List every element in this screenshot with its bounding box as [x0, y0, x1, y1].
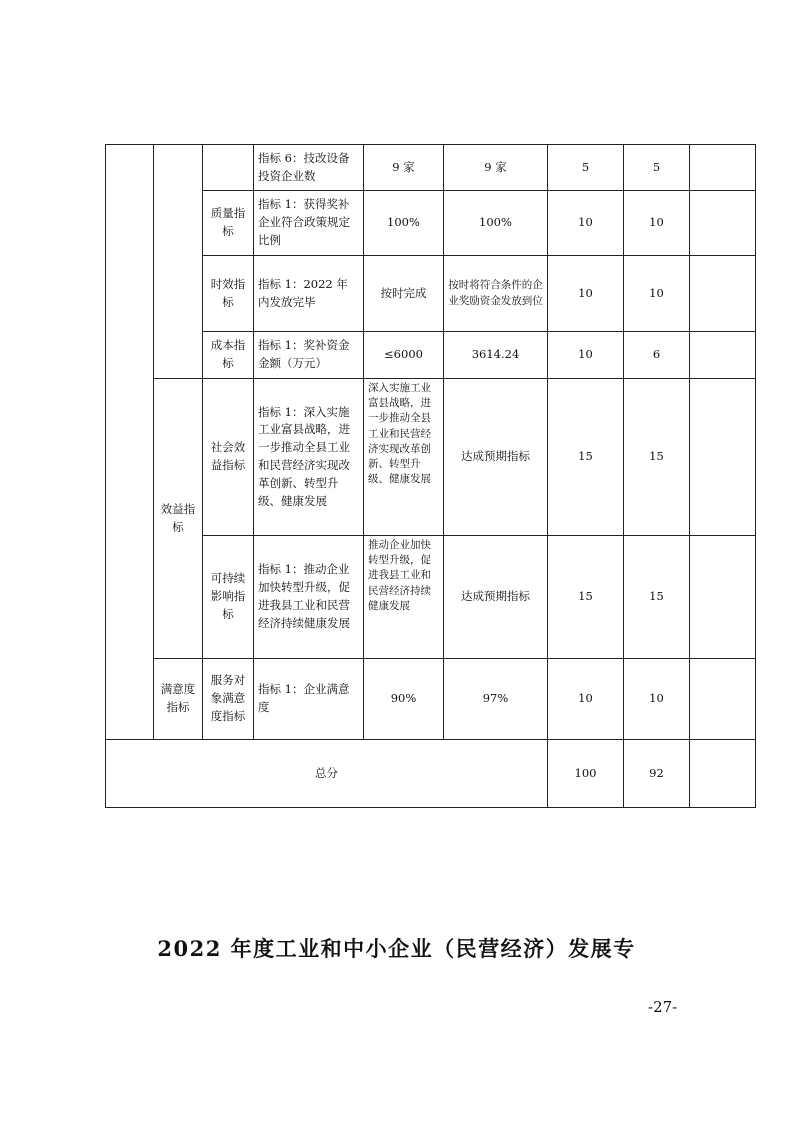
remark-cell [690, 536, 756, 659]
indicator-cell: 指标 1：2022 年内发放完毕 [254, 256, 364, 332]
weight-cell: 10 [548, 256, 624, 332]
total-weight: 100 [548, 740, 624, 808]
actual-cell: 3614.24 [444, 332, 548, 379]
table-row [106, 536, 756, 659]
weight-cell: 10 [548, 191, 624, 256]
group-satisfaction-cell: 满意度指标 [154, 659, 203, 740]
target-cell: 深入实施工业富县战略，进一步推动全县工业和民营经济实现改革创新、转型升级、健康发展 [364, 379, 444, 536]
table-row [106, 659, 756, 740]
remark-cell [690, 740, 756, 808]
table-row [106, 256, 756, 332]
target-cell: 90% [364, 659, 444, 740]
indicator-cell: 指标 1：企业满意度 [254, 659, 364, 740]
sub-indicator-cell: 可持续影响指标 [203, 536, 254, 659]
remark-cell [690, 145, 756, 191]
indicator-cell: 指标 6：技改设备投资企业数 [254, 145, 364, 191]
score-cell: 10 [624, 659, 690, 740]
target-cell: 100% [364, 191, 444, 256]
page-number: -27- [648, 998, 678, 1016]
indicator-cell: 指标 1：奖补资金金额（万元） [254, 332, 364, 379]
indicator-cell: 指标 1：深入实施工业富县战略，进一步推动全县工业和民营经济实现改革创新、转型升级、健康发展 [254, 379, 364, 536]
target-cell: 推动企业加快转型升级，促进我县工业和民营经济持续健康发展 [364, 536, 444, 659]
performance-table [105, 144, 756, 808]
target-cell: 按时完成 [364, 256, 444, 332]
target-cell: 9 家 [364, 145, 444, 191]
weight-cell: 15 [548, 379, 624, 536]
actual-cell: 达成预期指标 [444, 536, 548, 659]
indicator-cell: 指标 1：推动企业加快转型升级，促进我县工业和民营经济持续健康发展 [254, 536, 364, 659]
total-row [106, 740, 756, 808]
score-cell: 10 [624, 191, 690, 256]
actual-cell: 9 家 [444, 145, 548, 191]
actual-cell: 达成预期指标 [444, 379, 548, 536]
sub-indicator-cell: 时效指标 [203, 256, 254, 332]
remark-cell [690, 659, 756, 740]
weight-cell: 10 [548, 332, 624, 379]
level1-cell-empty [106, 145, 154, 740]
section-heading: 2022 年度工业和中小企业（民营经济）发展专 [157, 936, 636, 961]
sub-indicator-cell: 社会效益指标 [203, 379, 254, 536]
sub-indicator-cell: 质量指标 [203, 191, 254, 256]
table-row [106, 191, 756, 256]
table-row [106, 145, 756, 191]
weight-cell: 15 [548, 536, 624, 659]
weight-cell: 10 [548, 659, 624, 740]
score-cell: 10 [624, 256, 690, 332]
level3-cell-empty [203, 145, 254, 191]
score-cell: 15 [624, 379, 690, 536]
remark-cell [690, 379, 756, 536]
score-cell: 15 [624, 536, 690, 659]
score-cell: 5 [624, 145, 690, 191]
actual-cell: 97% [444, 659, 548, 740]
indicator-cell: 指标 1：获得奖补企业符合政策规定比例 [254, 191, 364, 256]
group-benefit-cell: 效益指标 [154, 379, 203, 659]
total-score: 92 [624, 740, 690, 808]
weight-cell: 5 [548, 145, 624, 191]
actual-cell: 100% [444, 191, 548, 256]
remark-cell [690, 332, 756, 379]
table-row [106, 379, 756, 536]
sub-indicator-cell: 服务对象满意度指标 [203, 659, 254, 740]
score-cell: 6 [624, 332, 690, 379]
level2-cell-empty [154, 145, 203, 379]
actual-cell: 按时将符合条件的企业奖励资金发放到位 [444, 256, 548, 332]
table-row [106, 332, 756, 379]
remark-cell [690, 191, 756, 256]
sub-indicator-cell: 成本指标 [203, 332, 254, 379]
target-cell: ≤6000 [364, 332, 444, 379]
remark-cell [690, 256, 756, 332]
total-label: 总分 [106, 740, 548, 808]
